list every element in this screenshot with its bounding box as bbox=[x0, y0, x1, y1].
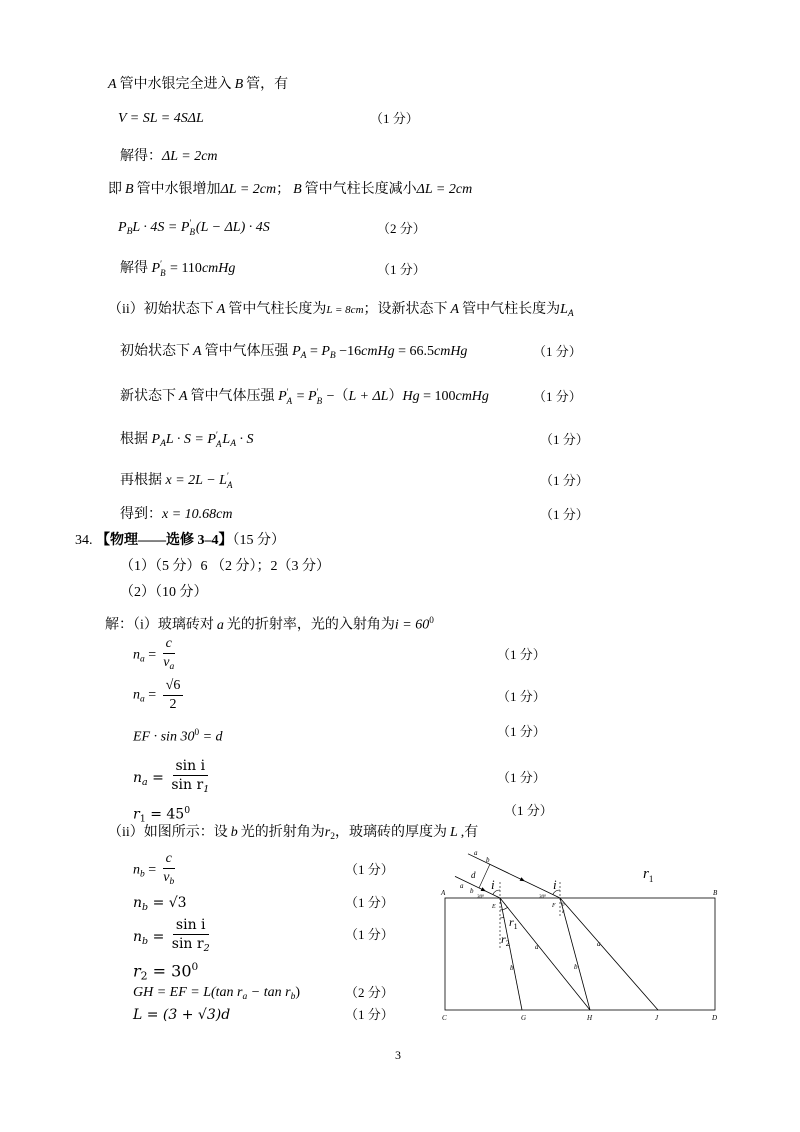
refraction-diagram bbox=[430, 840, 730, 1030]
score-label: （1 分） bbox=[370, 111, 419, 126]
label-point-e: E bbox=[492, 904, 496, 910]
math-var: a bbox=[216, 617, 224, 633]
math-unit: Hg bbox=[402, 389, 420, 404]
equation-r2-value bbox=[133, 957, 198, 987]
label-ray-b: b bbox=[510, 964, 514, 972]
math-var: b bbox=[230, 825, 238, 840]
fraction bbox=[163, 678, 184, 713]
sub-superscript bbox=[216, 431, 221, 448]
score-label: （2 分） bbox=[345, 985, 394, 1000]
label-corner-d: D bbox=[712, 1014, 718, 1022]
math-var: r bbox=[133, 806, 140, 823]
math-expr: sin r bbox=[171, 936, 204, 952]
math-expr: L + ΔL bbox=[348, 389, 389, 404]
fraction-denominator: 2 bbox=[169, 697, 177, 712]
subscript: 2 bbox=[140, 969, 148, 983]
subscript: B bbox=[160, 267, 166, 278]
math-expr: GH = EF = L(tan r bbox=[133, 985, 243, 1000]
text-run: 解得 bbox=[120, 261, 148, 276]
label-angle-i-f: i bbox=[553, 877, 557, 892]
subscript: b bbox=[142, 935, 149, 947]
math-unit: cmHg bbox=[361, 344, 395, 359]
subscript: 2 bbox=[330, 831, 335, 842]
subscript: b bbox=[290, 991, 296, 1002]
section-points: （15 分） bbox=[232, 533, 285, 548]
label-big-r1 bbox=[643, 866, 653, 884]
fraction bbox=[172, 917, 210, 957]
text-run: 根据 bbox=[120, 432, 148, 447]
label-sub-2: 2 bbox=[505, 939, 510, 948]
line-part-2-heading bbox=[120, 584, 208, 602]
section-heading-34 bbox=[75, 532, 285, 550]
equation-nb-c-vb bbox=[133, 851, 178, 890]
subscript: a bbox=[169, 661, 175, 672]
text-run: 解得： bbox=[120, 149, 162, 164]
label-angle-30-f: 30⁰ bbox=[539, 895, 547, 900]
superscript-prime: ′ bbox=[226, 471, 229, 482]
label-ray-a: a bbox=[460, 882, 464, 890]
section-title: 【物理——选修 3–4】 bbox=[96, 533, 233, 548]
math-op: −（ bbox=[323, 389, 349, 404]
line-solve-pb bbox=[120, 260, 235, 278]
text-run: 管中气柱长度为 bbox=[462, 302, 561, 317]
fraction-numerator: c bbox=[163, 636, 175, 654]
superscript: 0 bbox=[194, 727, 200, 737]
equation-nb-snell bbox=[133, 917, 213, 957]
math-op: = bbox=[144, 647, 160, 663]
text-run: （ii）如图所示：设 bbox=[108, 825, 228, 840]
label-ray-a: a bbox=[562, 910, 565, 915]
fraction bbox=[163, 851, 175, 890]
label-point-j: J bbox=[655, 1014, 659, 1022]
label-point-g: G bbox=[521, 1014, 527, 1022]
math-expr: = 30 bbox=[147, 961, 192, 981]
sub-superscript bbox=[317, 388, 322, 405]
subscript: a bbox=[140, 654, 145, 665]
math-var: A bbox=[216, 302, 226, 317]
superscript: 0 bbox=[184, 805, 191, 816]
page-number: 3 bbox=[395, 1048, 401, 1062]
label-corner-b: B bbox=[713, 889, 718, 897]
score-label: （1 分） bbox=[504, 803, 553, 818]
subscript: A bbox=[286, 395, 293, 406]
line-solve-delta-l bbox=[120, 148, 218, 166]
superscript-prime: ′ bbox=[189, 218, 192, 229]
score-label: （1 分） bbox=[345, 895, 394, 910]
math-expr: = 66.5 bbox=[394, 344, 434, 359]
math-var: r bbox=[133, 961, 141, 981]
label-ray-b: b bbox=[486, 856, 490, 864]
equation-ef-d bbox=[133, 723, 223, 747]
subscript: B bbox=[329, 350, 336, 361]
math-op: = bbox=[306, 344, 322, 359]
subscript: a bbox=[142, 776, 148, 788]
math-var: r bbox=[324, 825, 331, 840]
fraction-numerator: sin i bbox=[173, 758, 209, 776]
text-run: （2）（10 分） bbox=[120, 585, 208, 600]
score-label: （1 分） bbox=[345, 927, 394, 942]
math-expr: = √3 bbox=[148, 895, 187, 911]
label-sub-1: 1 bbox=[648, 874, 654, 884]
math-expr: = d bbox=[199, 729, 223, 745]
score-label: （1 分） bbox=[540, 432, 589, 447]
math-var: L bbox=[560, 302, 568, 317]
glass-brick bbox=[445, 898, 715, 1010]
score-label: （1 分） bbox=[345, 1007, 394, 1022]
text-run: ； bbox=[276, 182, 291, 197]
math-var: L bbox=[222, 432, 231, 447]
math-var: B bbox=[234, 77, 244, 92]
math-var: A bbox=[193, 344, 202, 359]
math-expr: L · S = bbox=[165, 432, 208, 447]
line-new-pressure-a bbox=[120, 388, 489, 406]
subscript: A bbox=[230, 438, 237, 449]
math-var: L bbox=[450, 825, 458, 840]
math-expr: L = (3 + √3)d bbox=[133, 1007, 231, 1023]
math-expr: i = 60 bbox=[394, 617, 430, 633]
fraction-numerator: √6 bbox=[163, 678, 184, 696]
math-unit: cmHg bbox=[455, 389, 489, 404]
subscript: a bbox=[140, 694, 145, 705]
equation-na-snell bbox=[133, 758, 212, 798]
subscript: B bbox=[189, 226, 195, 237]
subscript: 1 bbox=[139, 813, 146, 825]
superscript-prime: ′ bbox=[286, 387, 289, 398]
math-var: n bbox=[133, 928, 143, 945]
question-number: 34. bbox=[75, 533, 93, 548]
math-op: ） bbox=[388, 389, 403, 404]
sub-superscript bbox=[189, 219, 194, 236]
text-run: 管中气柱长度减小 bbox=[304, 182, 417, 197]
text-run: ,有 bbox=[460, 825, 479, 840]
superscript: 0 bbox=[429, 615, 434, 625]
text-run: ；设新状态下 bbox=[363, 302, 448, 317]
subscript: 2 bbox=[203, 942, 210, 954]
math-var: n bbox=[133, 895, 143, 911]
score-label: （1 分） bbox=[497, 647, 546, 662]
arrow-head bbox=[481, 887, 486, 891]
math-expr: V = SL = 4SΔL bbox=[118, 111, 204, 126]
text-run: 管中水银增加 bbox=[136, 182, 221, 197]
score-label: （1 分） bbox=[540, 473, 589, 488]
subscript: A bbox=[226, 479, 233, 490]
label-ray-b: b bbox=[470, 887, 474, 895]
label-corner-c: C bbox=[442, 1014, 447, 1022]
score-label: （1 分） bbox=[497, 724, 546, 739]
line-mercury-enters-b bbox=[105, 76, 288, 94]
line-part-1-answer bbox=[120, 558, 330, 576]
math-var: v bbox=[163, 870, 170, 885]
text-run: 光的折射角为 bbox=[240, 825, 325, 840]
distance-d-segment bbox=[479, 864, 490, 888]
math-var: A bbox=[108, 77, 117, 92]
text-run: 光的折射率，光的入射角为 bbox=[226, 617, 395, 633]
label-ray-b: b bbox=[574, 963, 578, 971]
math-expr: EF · sin 30 bbox=[133, 729, 195, 745]
line-part-ii-initial bbox=[108, 301, 574, 323]
text-run: （ii）初始状态下 bbox=[108, 302, 214, 317]
line-initial-pressure-a bbox=[120, 343, 467, 365]
math-var: P bbox=[151, 261, 161, 276]
incident-ray-to-f bbox=[468, 854, 560, 898]
score-label: （1 分） bbox=[497, 770, 546, 785]
line-x-relation bbox=[120, 472, 233, 490]
line-x-result bbox=[120, 506, 233, 524]
subscript: A bbox=[215, 438, 222, 449]
arrow-head bbox=[520, 877, 525, 881]
label-sub-1: 1 bbox=[513, 922, 518, 931]
math-unit: cmHg bbox=[434, 344, 468, 359]
math-expr: x = 10.68cm bbox=[162, 507, 233, 522]
score-label: （2 分） bbox=[377, 221, 426, 236]
math-op: = bbox=[147, 769, 169, 786]
math-var: B bbox=[293, 182, 302, 197]
fraction-denominator bbox=[163, 654, 174, 675]
text-run: ，玻璃砖的厚度为 bbox=[335, 825, 447, 840]
math-op: = bbox=[144, 687, 160, 703]
superscript-prime: ′ bbox=[316, 387, 319, 398]
math-unit: cmHg bbox=[201, 261, 236, 276]
text-run: 管中气体压强 bbox=[204, 344, 289, 359]
score-label: （1 分） bbox=[533, 389, 582, 404]
math-var: P bbox=[308, 389, 317, 404]
math-op: = bbox=[148, 928, 169, 945]
equation-l-result bbox=[133, 1006, 230, 1024]
text-run: 再根据 bbox=[120, 473, 162, 488]
fraction bbox=[163, 636, 175, 675]
label-r: r bbox=[509, 915, 514, 929]
math-expr: L = 8cm bbox=[326, 304, 364, 316]
label-ray-a: a bbox=[474, 849, 478, 857]
label-r: r bbox=[501, 932, 506, 946]
subscript: a bbox=[242, 991, 248, 1002]
score-label: （1 分） bbox=[533, 344, 582, 359]
label-corner-a: A bbox=[441, 889, 446, 897]
text-run: 管中气柱长度为 bbox=[228, 302, 327, 317]
math-expr: ΔL = 2cm bbox=[416, 182, 473, 197]
math-var: P bbox=[321, 344, 330, 359]
text-run: 管中水银完全进入 bbox=[119, 77, 232, 92]
subscript: B bbox=[126, 226, 133, 237]
subscript: 1 bbox=[203, 783, 210, 795]
line-solution-ii bbox=[108, 824, 478, 846]
text-run: 管中气体压强 bbox=[190, 389, 275, 404]
math-var: A bbox=[179, 389, 188, 404]
math-var: n bbox=[133, 862, 140, 878]
fraction-numerator: sin i bbox=[173, 917, 209, 935]
text-run: 解：（i）玻璃砖对 bbox=[105, 617, 214, 633]
text-run: 管，有 bbox=[246, 77, 289, 92]
equation-na-c-va bbox=[133, 636, 178, 675]
math-var: n bbox=[133, 687, 140, 703]
score-label: （1 分） bbox=[497, 689, 546, 704]
math-var: n bbox=[133, 647, 140, 663]
math-var: P bbox=[151, 432, 161, 447]
math-var: P bbox=[207, 432, 216, 447]
superscript-prime: ′ bbox=[215, 430, 218, 441]
fraction bbox=[171, 758, 209, 798]
label-r1 bbox=[509, 915, 518, 931]
math-var: B bbox=[125, 182, 134, 197]
math-expr: · S bbox=[236, 432, 254, 447]
subscript: b bbox=[169, 876, 175, 887]
score-label: （1 分） bbox=[377, 262, 426, 277]
math-var: P bbox=[180, 220, 190, 235]
sub-superscript bbox=[287, 388, 292, 405]
math-op: ) bbox=[295, 985, 301, 1000]
math-var: n bbox=[133, 769, 143, 786]
subscript: B bbox=[316, 395, 323, 406]
text-run: 得到： bbox=[120, 507, 162, 522]
math-var: P bbox=[278, 389, 287, 404]
math-expr: sin r bbox=[171, 777, 204, 793]
fraction-numerator: c bbox=[163, 851, 175, 869]
equation-nb-value bbox=[133, 894, 187, 917]
text-run: 新状态下 bbox=[120, 389, 176, 404]
subscript: A bbox=[160, 438, 166, 449]
label-ray-a: a bbox=[535, 943, 539, 951]
equation-volume bbox=[118, 110, 204, 128]
math-var: P bbox=[292, 344, 301, 359]
math-expr: ΔL = 2cm bbox=[220, 182, 277, 197]
math-expr: = 45 bbox=[145, 806, 185, 823]
text-run: （1）（5 分）6 （2 分）；2（3 分） bbox=[120, 559, 330, 574]
label-distance-d: d bbox=[471, 870, 476, 880]
label-r2 bbox=[501, 932, 510, 948]
angle-arc-r1 bbox=[500, 907, 508, 910]
equation-gh-ef bbox=[133, 984, 300, 1006]
label-point-h: H bbox=[587, 1014, 593, 1022]
line-b-tube-change bbox=[108, 181, 472, 199]
fraction-denominator bbox=[163, 869, 174, 890]
math-var: P bbox=[118, 220, 127, 235]
equation-boyle-b bbox=[118, 219, 270, 241]
equation-na-value bbox=[133, 678, 186, 713]
math-expr: = 110 bbox=[166, 261, 202, 276]
label-r: r bbox=[643, 866, 649, 882]
math-op: = bbox=[144, 862, 160, 878]
math-expr: − tan r bbox=[247, 985, 291, 1000]
superscript-prime: ′ bbox=[160, 259, 163, 270]
subscript: A bbox=[567, 308, 574, 319]
subscript: b bbox=[140, 869, 145, 880]
math-expr: = 100 bbox=[419, 389, 456, 404]
math-expr: −16 bbox=[335, 344, 362, 359]
sub-superscript bbox=[227, 472, 232, 489]
math-expr: L · 4S = bbox=[132, 220, 181, 235]
label-ray-a: a bbox=[597, 940, 601, 948]
line-boyle-a bbox=[120, 431, 254, 453]
math-expr: (L − ΔL) · 4S bbox=[195, 220, 270, 235]
score-label: （1 分） bbox=[345, 862, 394, 877]
math-op: = bbox=[293, 389, 309, 404]
text-run: 初始状态下 bbox=[120, 344, 190, 359]
fraction-denominator bbox=[172, 935, 210, 957]
math-var: A bbox=[450, 302, 460, 317]
score-label: （1 分） bbox=[540, 507, 589, 522]
subscript: b bbox=[142, 901, 149, 913]
fraction-denominator bbox=[171, 776, 209, 798]
line-solution-i bbox=[105, 611, 434, 635]
subscript: A bbox=[300, 350, 307, 361]
superscript: 0 bbox=[191, 961, 199, 973]
label-angle-i-e: i bbox=[491, 877, 495, 892]
math-var: v bbox=[163, 655, 170, 670]
label-angle-30-e: 30⁰ bbox=[477, 895, 485, 900]
sub-superscript bbox=[160, 260, 165, 277]
text-run: 即 bbox=[108, 182, 122, 197]
label-point-f: F bbox=[552, 903, 556, 909]
label-ray-b: b bbox=[562, 903, 565, 908]
math-expr: x = 2L − L bbox=[165, 473, 227, 488]
math-expr: ΔL = 2cm bbox=[162, 149, 218, 164]
